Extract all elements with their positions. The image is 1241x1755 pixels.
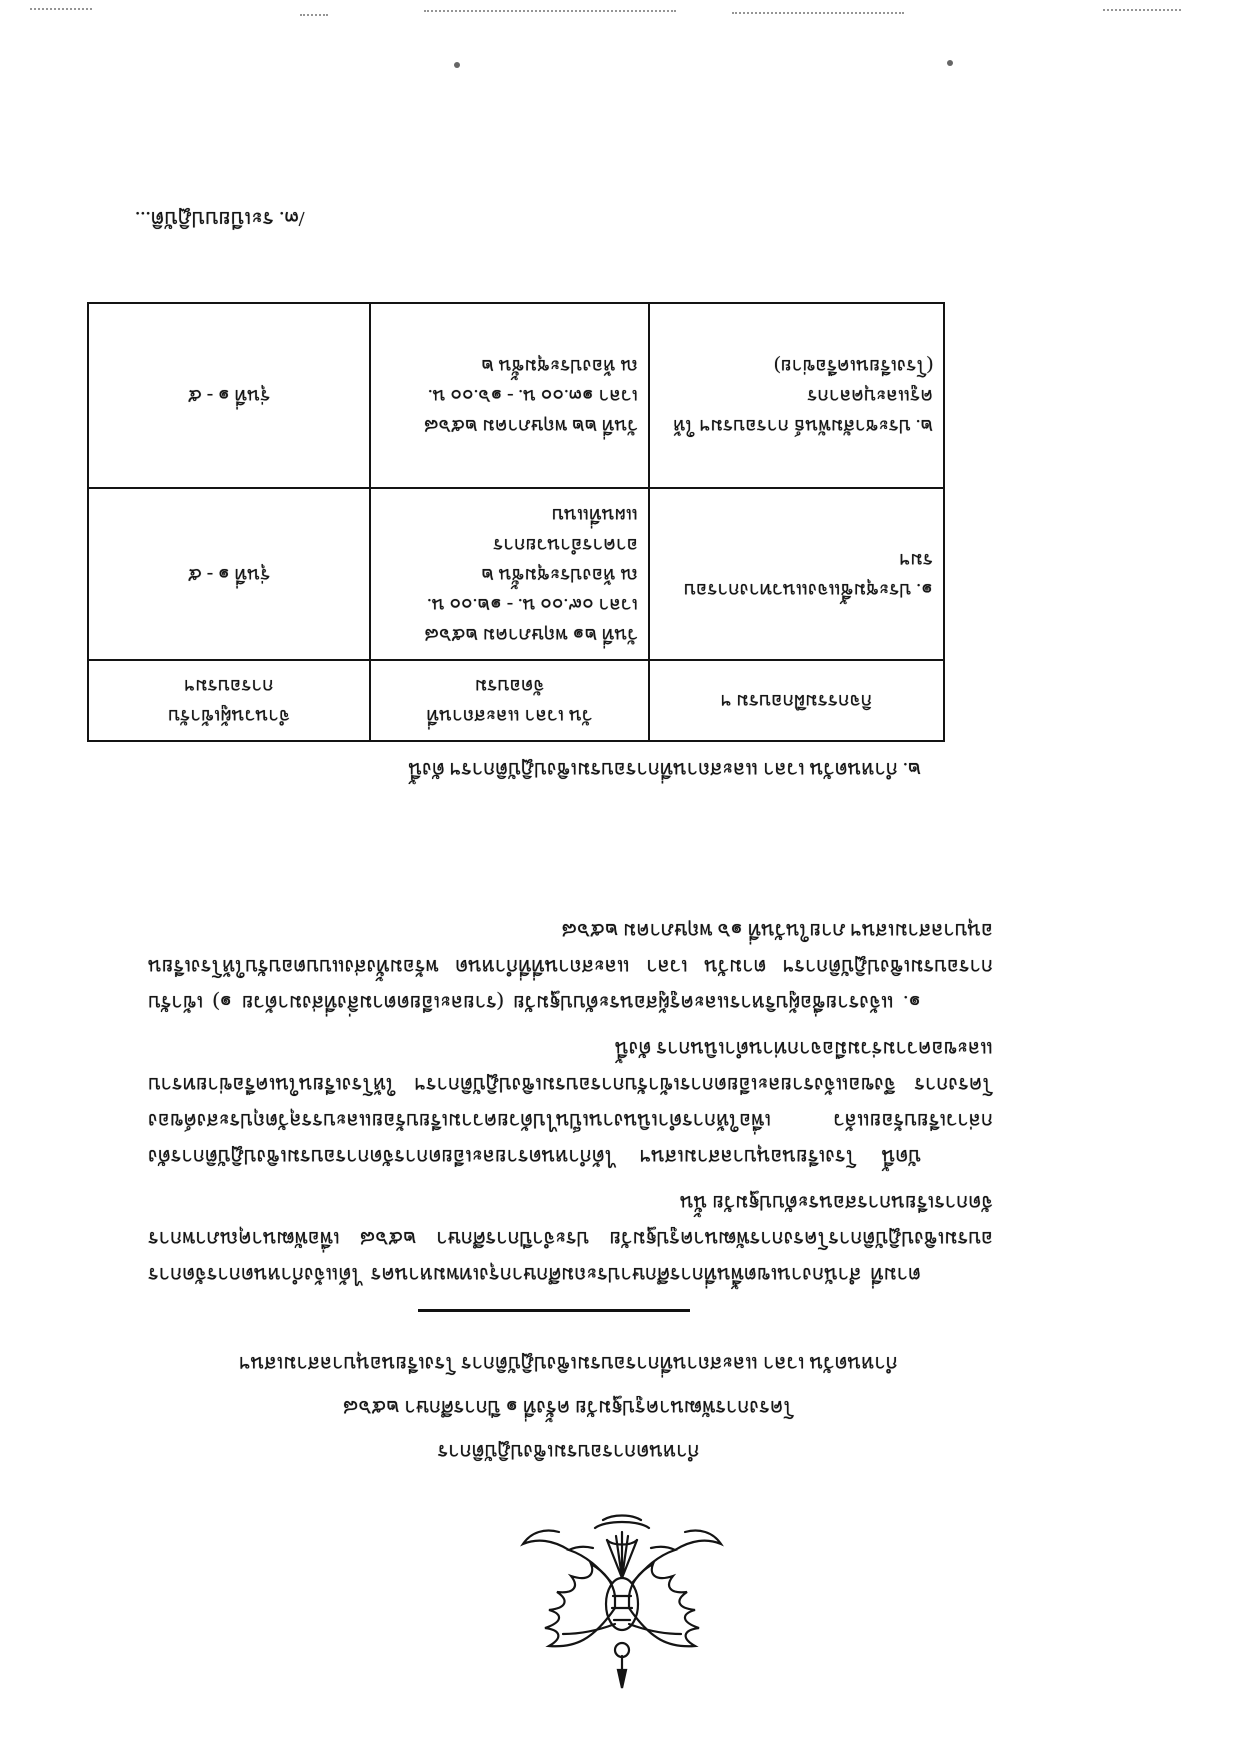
schedule-2-time: เวลา ๑๓.๐๐ น. - ๑๖.๐๐ น. [427,385,638,407]
scan-artifact [454,62,460,68]
participants-1-text: รุ่นที่ ๑ - ๕ [187,564,271,585]
scan-artifact [1103,9,1181,11]
garuda-emblem [514,1490,729,1700]
header-schedule [370,660,649,741]
continuation-marker: /๓. ระเบียบปฏิบัติ... [135,207,305,231]
scan-artifact [947,60,953,66]
activity-1-text: ๑. ประชุมชี้แจงแนวทางการอบรมฯ [683,549,933,600]
schedule-1-date: วันที่ ๒๑ พฤษภาคม ๒๕๖๘ [424,624,638,645]
schedule-2-date: วันที่ ๒๒ พฤษภาคม ๒๕๖๘ [423,415,638,437]
activity-2-line2: (โรงเรียนเครือข่าย) [774,355,933,377]
heading-line-2: โครงการพัฒนาครูปฐมวัย ครั้งที่ ๑ ปีการศึกษา ๒๕๖๘ [342,1396,795,1418]
table-header-row [88,660,944,741]
table-row [88,488,944,660]
header-activity-label: กิจกรรมฝึกอบรม ฯ [720,690,873,712]
scan-artifact [300,14,328,16]
cell-schedule-2 [370,303,649,488]
header-participants-line2: การอบรมฯ [184,675,274,697]
body-text [148,902,993,1292]
cell-schedule-1 [370,488,649,660]
schedule-1-building: อาคารอำนวยการ [493,534,638,555]
cell-activity-1 [649,488,944,660]
scan-artifact [732,12,904,14]
heading-block [146,1341,991,1473]
schedule-2-venue: ณ ห้องประชุมชั้น ๒ [481,355,638,377]
header-schedule-line1: วัน เวลา และสถานที่ [426,705,593,727]
body-paragraph-2: บัดนี้ โรงเรียนอนุบาลสามเสนฯ ได้กำหนดรายละเอียดการจัดการอบรมเชิงปฏิบัติการดังกล่าวเรียบร้อยแล้ว เพื่อให้การดำเนินงานเป็นไปด้วยความเรียบร้อยและบรรลุวัตถุประสงค์ของโครงการ จึงขอแจ้งรายละเอียดการเข้ารับการอบรมเชิงปฏิบัติการฯ ให้โรงเรียนในเครือข่ายทราบ และขอความร่วมมือจากท่านดำเนินการ ดังนี้ [148,1037,993,1167]
header-activity [649,660,944,741]
activity-2-line1: ๒. ประชาสัมพันธ์ การอบรมฯ ให้ครูและบุคลากร [673,385,933,437]
schedule-1-venue: ณ ห้องประชุมชั้น ๒ [481,564,638,585]
schedule-1-time: เวลา ๐๙.๐๐ น. - ๑๒.๐๐ น. [426,594,638,615]
schedule-1-note: แผนที่แนบ [551,504,638,525]
heading-line-1: กำหนดการอบรมเชิงปฏิบัติการ [437,1440,700,1462]
heading-divider-rule [418,1309,690,1312]
body-paragraph-3: ๑. แจ้งรายชื่อผู้บริหารและครูผู้สอนระดับปฐมวัย (รายละเอียดตามสิ่งที่ส่งมาด้วย ๑) เข้ารับการอบรมเชิงปฏิบัติการฯ ตามวัน เวลา และสถานที่ที่กำหนด พร้อมทั้งส่งแบบตอบรับให้โรงเรียนอนุบาลสามเสนฯ ภายในวันที่ ๑๖ พฤษภาคม ๒๕๖๘ [148,919,993,1013]
cell-participants-2 [88,303,370,488]
schedule-table [87,302,945,742]
body-paragraph-4: ๒. กำหนดวัน เวลา และสถานที่การอบรมเชิงปฏิบัติการฯ ดังนี้ [408,758,921,780]
body-paragraph-1: ตามที่ สำนักงานเขตพื้นที่การศึกษาประถมศึกษากรุงเทพมหานคร ได้แจ้งกำหนดการจัดการอบรมเชิงปฏิบัติการโครงการพัฒนาครูปฐมวัย ประจำปีการศึกษา ๒๕๖๘ เพื่อพัฒนาคุณภาพการจัดการเรียนการสอนระดับปฐมวัย นั้น [148,1191,993,1285]
cell-participants-1 [88,488,370,660]
header-participants-line1: จำนวนผู้เข้ารับ [168,705,290,727]
participants-2-text: รุ่นที่ ๑ - ๕ [187,385,271,407]
heading-line-3: กำหนดวัน เวลา และสถานที่การอบรมเชิงปฏิบัติการ โรงเรียนอนุบาลสามเสนฯ [239,1352,898,1374]
header-participants [88,660,370,741]
cell-activity-2 [649,303,944,488]
scan-artifact [424,10,676,12]
scan-artifact [30,8,92,10]
header-schedule-line2: จัดอบรม [474,675,545,697]
table-row [88,303,944,488]
